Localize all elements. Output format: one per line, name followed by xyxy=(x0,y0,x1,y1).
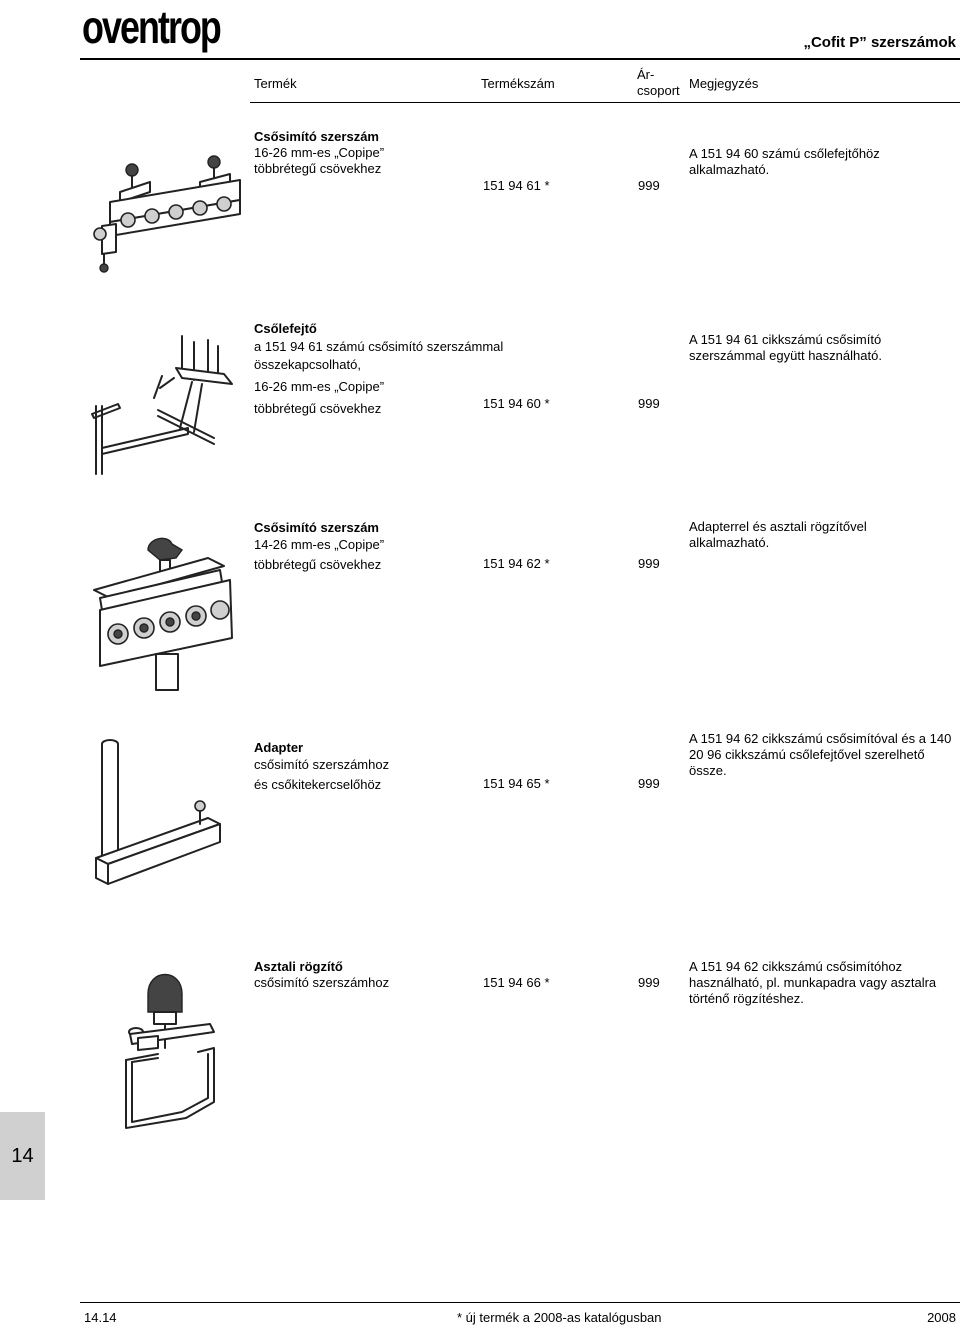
product-title: Adapter xyxy=(254,740,304,755)
article-number: 151 94 60 * xyxy=(483,396,550,411)
product-title: Csőlefejtő xyxy=(254,321,317,336)
product-desc: többrétegű csövekhez xyxy=(254,401,382,416)
product-desc: és csőkitekercselőhöz xyxy=(254,777,382,792)
product-row xyxy=(254,129,384,177)
product-title: Csősimító szerszám xyxy=(254,520,379,535)
product-note: A 151 94 62 cikkszámú csősimítóval és a 140 20 96 cikkszámú csőlefejtővel szerelhető össze. xyxy=(689,731,952,778)
product-row xyxy=(254,959,389,991)
article-number: 151 94 65 * xyxy=(483,776,550,791)
product-desc: a 151 94 61 számú csősimító szerszámmal xyxy=(254,339,504,354)
price-group: 999 xyxy=(638,396,660,411)
product-desc: többrétegű csövekhez xyxy=(254,557,382,572)
chapter-tab: 14 xyxy=(0,1112,45,1200)
product-desc: 14-26 mm-es „Copipe” xyxy=(254,537,385,552)
footer-year: 2008 xyxy=(927,1310,956,1325)
footer-rule xyxy=(80,1302,960,1303)
price-group: 999 xyxy=(638,178,660,193)
product-note: A 151 94 60 számú csőlefejtőhöz alkalmazható. xyxy=(689,146,880,177)
page-number: 14.14 xyxy=(84,1310,117,1325)
product-row xyxy=(254,739,389,793)
adapter-icon xyxy=(88,736,228,886)
product-title: Csősimító szerszám xyxy=(254,129,379,144)
pipe-smoothing-tool-icon xyxy=(80,140,250,280)
product-desc: csősimító szerszámhoz xyxy=(254,975,390,990)
product-row xyxy=(254,519,384,573)
product-row xyxy=(254,320,503,418)
product-desc: 16-26 mm-es „Copipe” xyxy=(254,379,385,394)
product-note: A 151 94 61 cikkszámú csősimító szerszámmal együtt használható. xyxy=(689,332,882,363)
product-title: Asztali rögzítő xyxy=(254,959,343,974)
product-desc: 16-26 mm-es „Copipe” xyxy=(254,145,385,160)
column-header-article: Termékszám xyxy=(481,76,555,91)
price-group: 999 xyxy=(638,556,660,571)
section-title: „Cofit P” szerszámok xyxy=(803,34,956,51)
column-header-note: Megjegyzés xyxy=(689,76,759,91)
pipe-unwinder-icon xyxy=(84,328,244,478)
pipe-smoothing-tool-14-26-icon xyxy=(90,530,240,695)
footer-legend: * új termék a 2008-as katalógusban xyxy=(457,1310,662,1325)
table-clamp-icon xyxy=(118,968,228,1133)
product-note: Adapterrel és asztali rögzítővel alkalmazható. xyxy=(689,519,867,550)
product-desc: többrétegű csövekhez xyxy=(254,161,382,176)
product-desc: összekapcsolható, xyxy=(254,357,361,372)
product-desc: csősimító szerszámhoz xyxy=(254,757,390,772)
header-rule xyxy=(80,58,960,60)
brand-logo: oventrop xyxy=(82,1,220,53)
price-group: 999 xyxy=(638,975,660,990)
product-note: A 151 94 62 cikkszámú csősimítóhoz használható, pl. munkapadra vagy asztalra történő rögzítéshez. xyxy=(689,959,937,1006)
article-number: 151 94 66 * xyxy=(483,975,550,990)
price-group: 999 xyxy=(638,776,660,791)
column-header-product: Termék xyxy=(254,76,297,91)
column-header-price-group: Ár- csoport xyxy=(637,67,680,98)
article-number: 151 94 62 * xyxy=(483,556,550,571)
column-header-rule xyxy=(250,102,960,103)
article-number: 151 94 61 * xyxy=(483,178,550,193)
